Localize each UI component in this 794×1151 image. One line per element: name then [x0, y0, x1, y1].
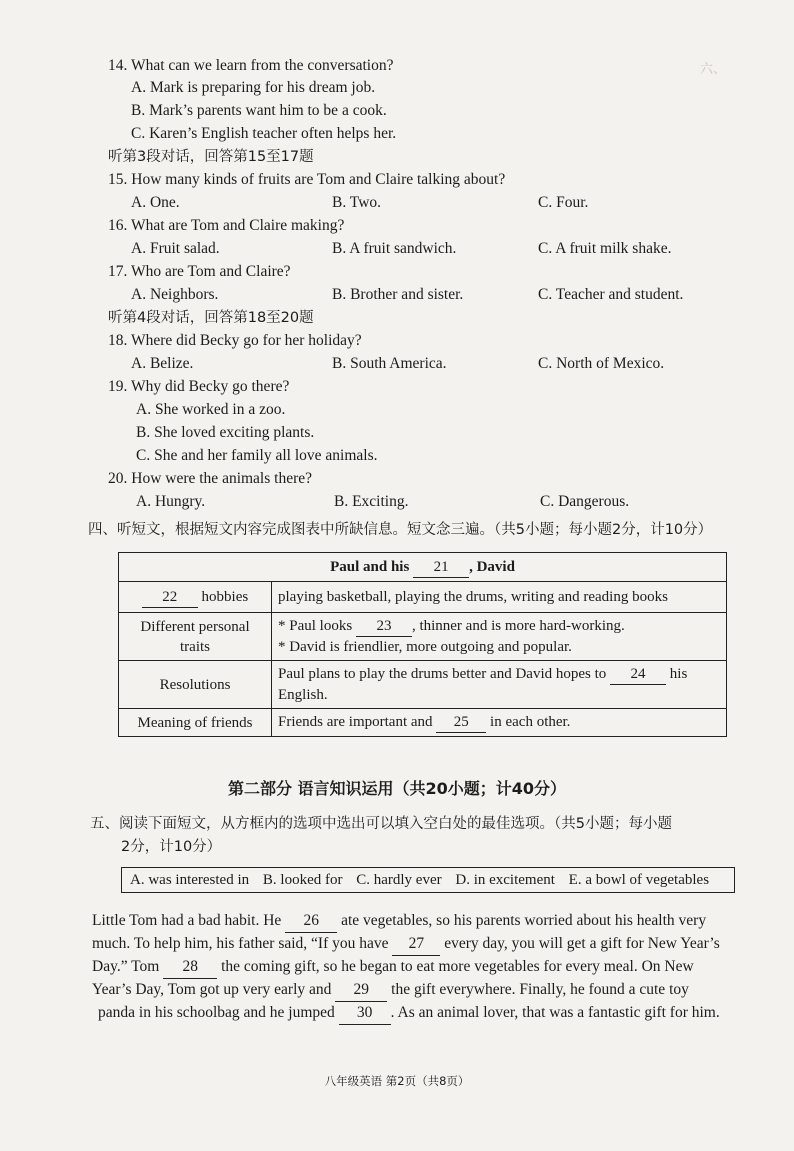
passage-text: ate vegetables, so his parents worried about his health very [341, 912, 707, 929]
q20-option-a: A. Hungry. [136, 493, 206, 510]
blank-29: 29 [335, 978, 387, 1002]
resolutions-suffix: his [669, 666, 688, 682]
question-18-stem: 18. Where did Becky go for her holiday? [108, 332, 362, 349]
resolutions-prefix: Paul plans to play the drums better and David hopes to [278, 666, 607, 682]
instruction-dialog-4: 听第4段对话，回答第18至20题 [108, 310, 314, 326]
traits-label: Different personal traits [119, 613, 272, 661]
section-5-heading-line-1: 五、阅读下面短文，从方框内的选项中选出可以填入空白处的最佳选项。（共5小题；每小题 [90, 816, 672, 832]
section-5-heading-line-2: 2分，计10分） [121, 839, 222, 855]
passage-text: much. To help him, his father said, “If you have [92, 935, 389, 952]
q16-option-b: B. A fruit sandwich. [332, 240, 457, 257]
passage-text: Year’s Day, Tom got up very early and [92, 981, 332, 998]
hobbies-label-cell [119, 582, 272, 613]
blank-26: 26 [285, 909, 337, 933]
bleed-through-text: 六、 [700, 61, 727, 76]
question-20-stem: 20. How were the animals there? [108, 470, 313, 487]
blank-30: 30 [339, 1001, 391, 1025]
option-d: D. in excitement [455, 872, 555, 888]
q20-option-b: B. Exciting. [334, 493, 409, 510]
option-c: C. hardly ever [356, 872, 442, 888]
meaning-prefix: Friends are important and [278, 714, 433, 730]
q18-option-a: A. Belize. [131, 355, 194, 372]
q14-option-b: B. Mark’s parents want him to be a cook. [131, 102, 387, 119]
question-17-stem: 17. Who are Tom and Claire? [108, 263, 291, 280]
passage-line-1 [92, 909, 742, 933]
hobbies-label: hobbies [201, 588, 249, 605]
q16-option-c: C. A fruit milk shake. [538, 240, 672, 257]
blank-22: 22 [142, 587, 198, 608]
hobbies-content: playing basketball, playing the drums, writing and reading books [272, 582, 727, 613]
meaning-label: Meaning of friends [119, 709, 272, 737]
options-box [121, 867, 735, 893]
david-trait-line: * David is friendlier, more outgoing and popular. [278, 639, 572, 655]
blank-25: 25 [436, 712, 486, 733]
passage-text: the gift everywhere. Finally, he found a cute toy [391, 981, 689, 998]
q18-option-c: C. North of Mexico. [538, 355, 665, 372]
blank-23: 23 [356, 616, 412, 637]
meaning-content-cell [272, 709, 727, 737]
q17-option-c: C. Teacher and student. [538, 286, 684, 303]
q16-option-a: A. Fruit salad. [131, 240, 220, 257]
paul-trait-prefix: * Paul looks [278, 618, 353, 634]
table-row [119, 582, 727, 613]
passage-line-4 [92, 978, 742, 1002]
q19-option-b: B. She loved exciting plants. [136, 424, 315, 441]
passage-text: every day, you will get a gift for New Year’s [444, 935, 720, 952]
blank-24: 24 [610, 664, 666, 685]
resolutions-label: Resolutions [119, 661, 272, 709]
q19-option-a: A. She worked in a zoo. [136, 401, 286, 418]
question-14-stem: 14. What can we learn from the conversation? [108, 57, 394, 74]
q17-option-b: B. Brother and sister. [332, 286, 464, 303]
passage-text: Day.” Tom [92, 958, 160, 975]
resolutions-content-cell [272, 661, 727, 709]
q18-option-b: B. South America. [332, 355, 447, 372]
blank-27: 27 [392, 932, 440, 956]
passage-text: the coming gift, so he began to eat more vegetables for every meal. On New [221, 958, 694, 975]
option-b: B. looked for [262, 872, 343, 888]
paul-trait-line [278, 616, 720, 637]
table-title-suffix: , David [469, 558, 515, 575]
passage-line-3 [92, 955, 742, 979]
passage-line-2 [92, 932, 742, 956]
table-title-cell [119, 553, 727, 582]
passage-text: Little Tom had a bad habit. He [92, 912, 282, 929]
meaning-suffix: in each other. [490, 714, 571, 730]
q14-option-c: C. Karen’s English teacher often helps her. [131, 125, 397, 142]
page-footer: 八年级英语 第2页（共8页） [324, 1074, 470, 1088]
blank-21: 21 [413, 557, 469, 578]
q15-option-a: A. One. [131, 194, 180, 211]
part-2-heading: 第二部分 语言知识运用（共20小题；计40分） [227, 779, 567, 798]
question-16-stem: 16. What are Tom and Claire making? [108, 217, 345, 234]
passage-text: panda in his schoolbag and he jumped [98, 1004, 335, 1021]
option-a: A. was interested in [130, 872, 250, 888]
paul-trait-suffix: , thinner and is more hard-working. [411, 618, 625, 634]
question-19-stem: 19. Why did Becky go there? [108, 378, 290, 395]
table-title-prefix: Paul and his [330, 558, 410, 575]
passage-line-5 [98, 1001, 748, 1025]
traits-content-cell [272, 613, 727, 661]
q17-option-a: A. Neighbors. [131, 286, 219, 303]
instruction-dialog-3: 听第3段对话，回答第15至17题 [108, 149, 314, 165]
option-e: E. a bowl of vegetables [568, 872, 710, 888]
table-row [119, 553, 727, 582]
table-row [119, 661, 727, 709]
q15-option-c: C. Four. [538, 194, 589, 211]
table-row [119, 709, 727, 737]
resolutions-line-1 [278, 664, 720, 685]
blank-28: 28 [163, 955, 217, 979]
passage-text: . As an animal lover, that was a fantastic gift for him. [390, 1004, 720, 1021]
q19-option-c: C. She and her family all love animals. [136, 447, 378, 464]
section-4-heading: 四、听短文，根据短文内容完成图表中所缺信息。短文念三遍。（共5小题；每小题2分，计10分） [88, 522, 713, 538]
q15-option-b: B. Two. [332, 194, 382, 211]
info-chart-table [118, 552, 727, 737]
table-row [119, 613, 727, 661]
q20-option-c: C. Dangerous. [540, 493, 630, 510]
q14-option-a: A. Mark is preparing for his dream job. [131, 79, 376, 96]
resolutions-line-2: English. [278, 687, 328, 703]
question-15-stem: 15. How many kinds of fruits are Tom and Claire talking about? [108, 171, 506, 188]
